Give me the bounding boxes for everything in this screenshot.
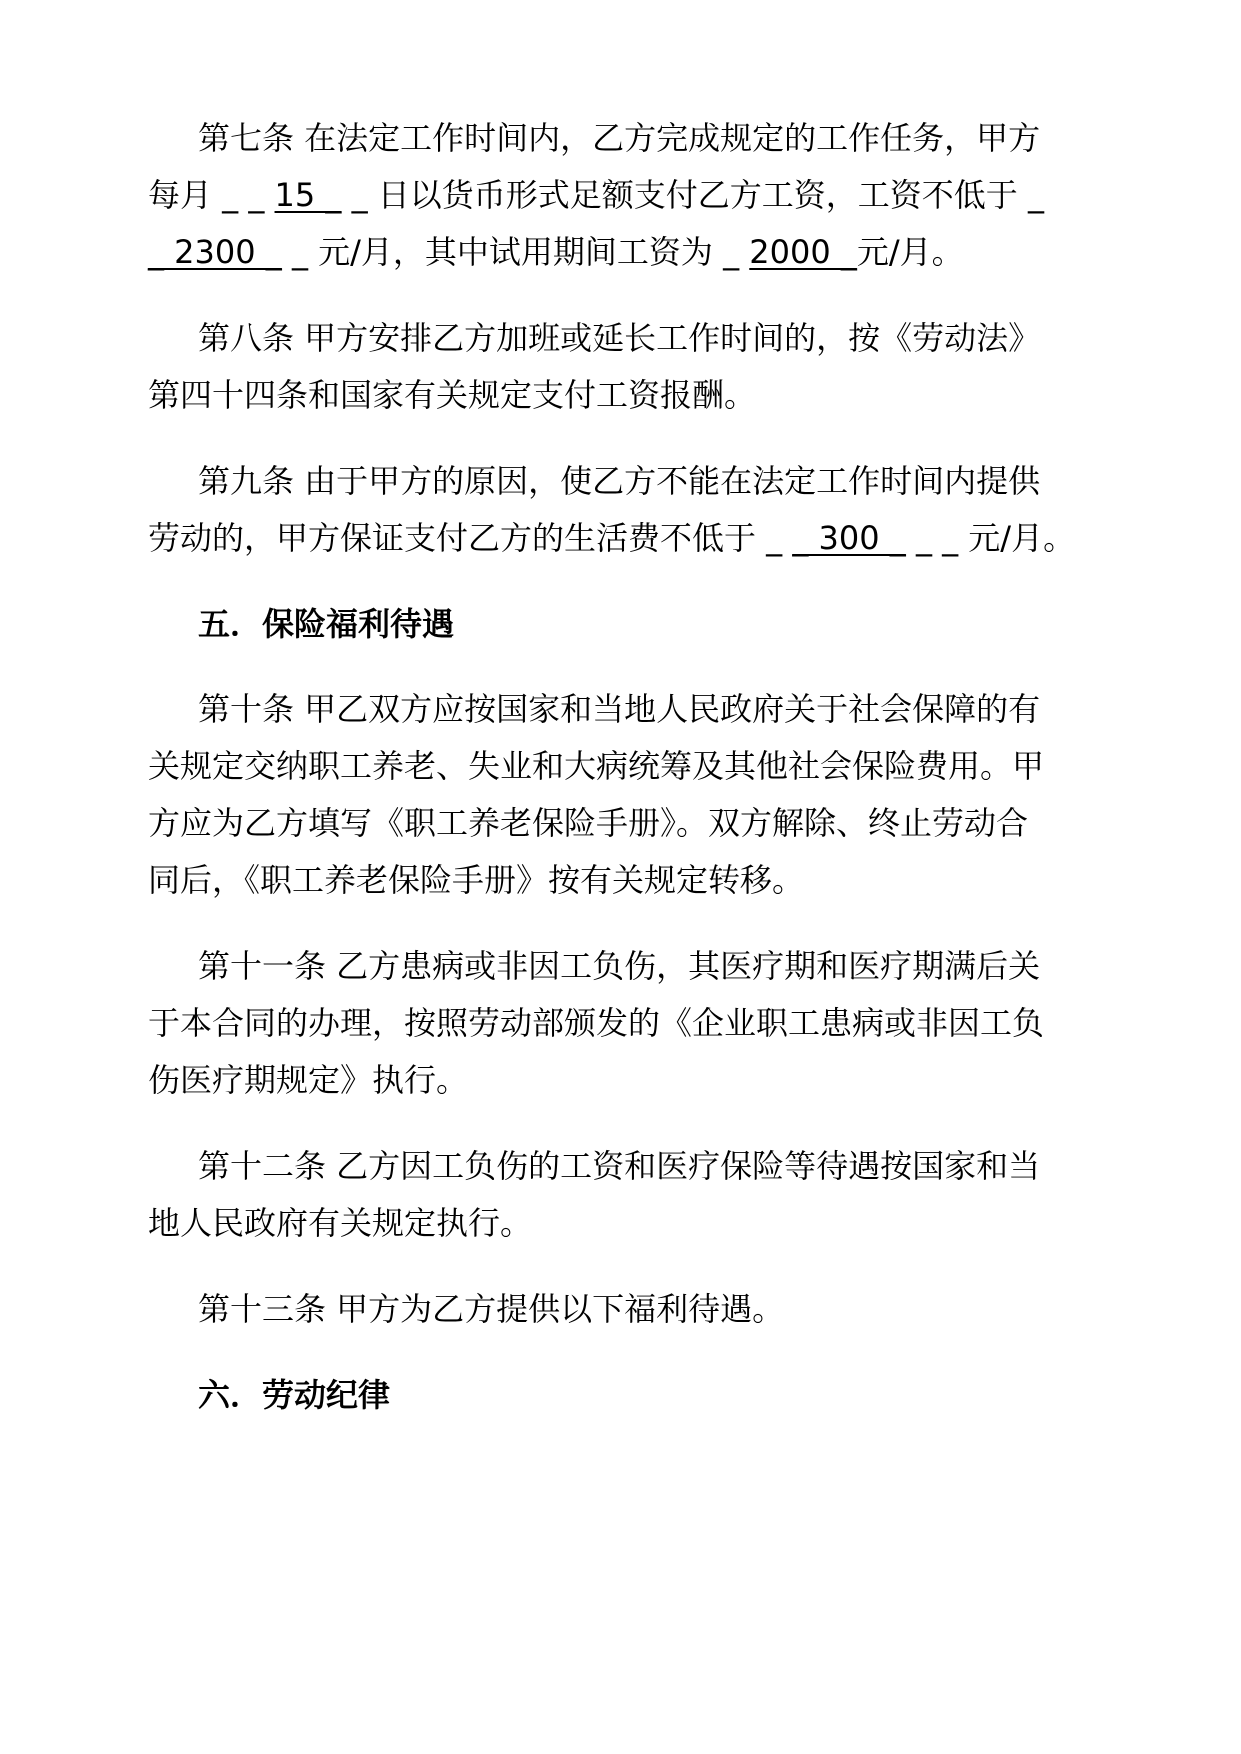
article-10-text: 方应为乙方填写《职工养老保险手册》。双方解除、终止劳动合 <box>148 804 1029 842</box>
article-7-text: 元/月。 <box>856 233 964 271</box>
article-7-line-2 <box>148 175 1044 215</box>
section-6-heading <box>198 1375 390 1415</box>
article-7-line-3 <box>148 232 964 272</box>
article-10-line-1 <box>198 689 1040 729</box>
article-11-text: 于本合同的办理，按照劳动部颁发的《企业职工患病或非因工负 <box>148 1004 1045 1042</box>
section-heading-text: 六．劳动纪律 <box>198 1376 391 1414</box>
section-heading-text: 五．保险福利待遇 <box>198 605 455 643</box>
article-10-text: 关规定交纳职工养老、失业和大病统筹及其他社会保险费用。甲 <box>148 747 1045 785</box>
article-11-text: 伤医疗期规定》执行。 <box>148 1061 469 1099</box>
article-10-text: 第十条 甲乙双方应按国家和当地人民政府关于社会保障的有 <box>198 690 1041 728</box>
article-9-text: 第九条 由于甲方的原因，使乙方不能在法定工作时间内提供 <box>198 462 1041 500</box>
article-10-line-4 <box>148 860 804 900</box>
article-13-line-1 <box>198 1289 784 1329</box>
article-9-line-1 <box>198 461 1040 501</box>
article-9-line-2 <box>148 518 1075 558</box>
article-8-text: 第八条 甲方安排乙方加班或延长工作时间的，按《劳动法》 <box>198 319 1041 357</box>
article-12-text: 第十二条 乙方因工负伤的工资和医疗保险等待遇按国家和当 <box>198 1147 1041 1185</box>
article-11-line-3 <box>148 1060 468 1100</box>
article-12-line-2 <box>148 1203 532 1243</box>
article-8-text: 第四十四条和国家有关规定支付工资报酬。 <box>148 376 757 414</box>
article-7-text: _ 元/月，其中试用期间工资为 _ <box>281 233 740 271</box>
article-12-text: 地人民政府有关规定执行。 <box>148 1204 533 1242</box>
section-5-heading <box>198 604 454 644</box>
article-11-text: 第十一条 乙方患病或非因工负伤，其医疗期和医疗期满后关 <box>198 947 1041 985</box>
trial-salary-value: 2000 _ <box>749 233 857 271</box>
article-7-text: 每月 _ _ <box>148 176 265 214</box>
living-allowance-value: _ 300 _ <box>792 519 906 557</box>
article-10-line-3 <box>148 803 1028 843</box>
article-11-line-2 <box>148 1003 1044 1043</box>
article-7-line-1 <box>198 118 1040 158</box>
article-8-line-1 <box>198 318 1040 358</box>
article-11-line-1 <box>198 946 1040 986</box>
pay-day-value: 15 _ <box>274 176 342 214</box>
article-12-line-1 <box>198 1146 1040 1186</box>
article-10-line-2 <box>148 746 1044 786</box>
article-9-text: 劳动的，甲方保证支付乙方的生活费不低于 _ <box>148 519 783 557</box>
article-8-line-2 <box>148 375 756 415</box>
article-10-text: 同后，《职工养老保险手册》按有关规定转移。 <box>148 861 805 899</box>
article-9-text: _ _ 元/月。 <box>905 519 1076 557</box>
article-7-text: 第七条 在法定工作时间内，乙方完成规定的工作任务，甲方 <box>198 119 1041 157</box>
monthly-salary-value: _ 2300 _ <box>148 233 282 271</box>
article-13-text: 第十三条 甲方为乙方提供以下福利待遇。 <box>198 1290 785 1328</box>
article-7-text: _ 日以货币形式足额支付乙方工资，工资不低于 _ <box>341 176 1044 214</box>
